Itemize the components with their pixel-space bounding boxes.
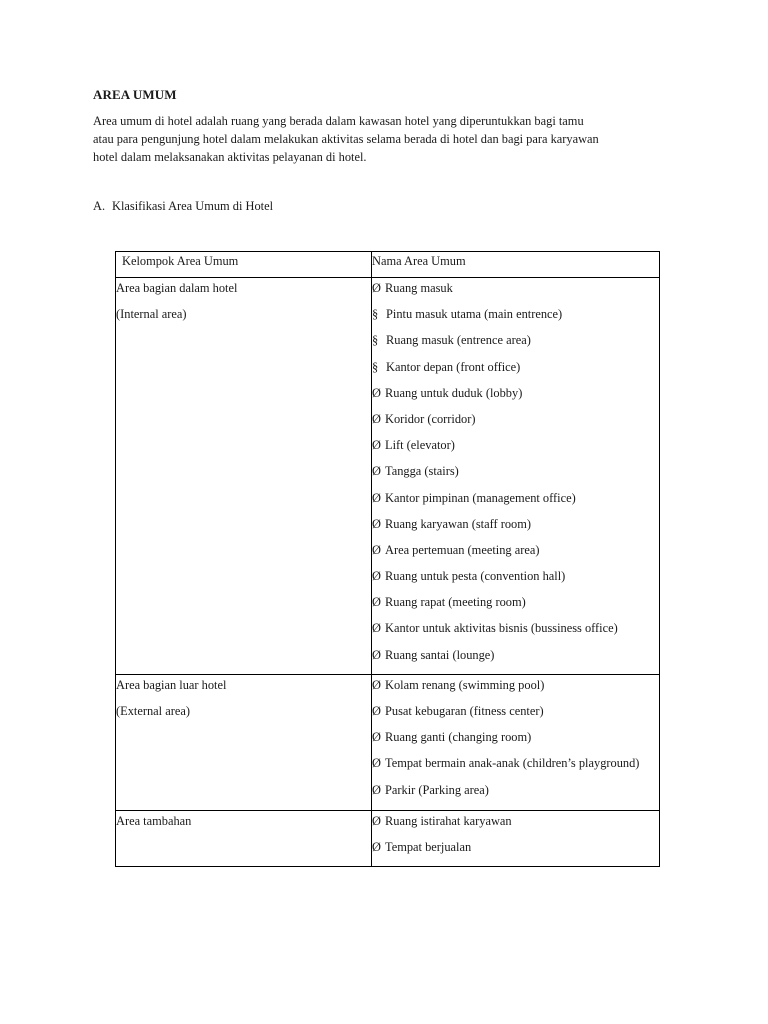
area-item-text: Koridor (corridor) xyxy=(385,411,476,426)
area-item-text: Lift (elevator) xyxy=(385,438,455,453)
group-label: Area bagian luar hotel xyxy=(116,677,227,692)
area-item xyxy=(372,281,659,307)
area-item-text: Ruang untuk duduk (lobby) xyxy=(385,385,523,400)
table-row xyxy=(116,810,660,866)
empty-set-bullet-icon: Ø xyxy=(372,281,381,295)
table-header-row xyxy=(116,252,660,278)
area-item xyxy=(372,307,659,333)
empty-set-bullet-icon: Ø xyxy=(372,730,381,745)
empty-set-bullet-icon: Ø xyxy=(372,411,381,426)
classification-table xyxy=(115,251,660,867)
document-heading: AREA UMUM xyxy=(93,87,177,102)
intro-line: hotel dalam melaksanakan aktivitas pelayanan di hotel. xyxy=(93,150,367,164)
empty-set-bullet-icon: Ø xyxy=(372,839,381,854)
empty-set-bullet-icon: Ø xyxy=(372,438,381,453)
area-item-text: Pintu masuk utama (main entrence) xyxy=(386,307,563,322)
empty-set-bullet-icon: Ø xyxy=(372,756,381,771)
area-item-text: Pusat kebugaran (fitness center) xyxy=(385,704,544,718)
items-cell xyxy=(372,810,660,866)
area-item xyxy=(372,840,659,866)
area-item-text: Ruang santai (lounge) xyxy=(385,647,495,662)
area-item xyxy=(372,464,659,490)
area-item-text: Kantor depan (front office) xyxy=(386,359,521,374)
intro-paragraph xyxy=(93,112,678,166)
group-label: (Internal area) xyxy=(116,307,187,322)
area-item xyxy=(372,386,659,412)
area-item xyxy=(372,756,659,783)
section-bullet-icon: § xyxy=(372,333,379,348)
area-item xyxy=(372,595,659,621)
items-cell xyxy=(372,674,660,810)
empty-set-bullet-icon: Ø xyxy=(372,385,381,400)
empty-set-bullet-icon: Ø xyxy=(372,542,381,557)
area-item-text: Tangga (stairs) xyxy=(385,464,459,479)
area-item xyxy=(372,360,659,386)
area-item-text: Parkir (Parking area) xyxy=(385,783,489,798)
area-item-text: Ruang untuk pesta (convention hall) xyxy=(385,569,566,584)
table-row xyxy=(116,674,660,810)
empty-set-bullet-icon: Ø xyxy=(372,464,381,479)
area-item xyxy=(372,648,659,674)
area-item xyxy=(372,412,659,438)
area-item xyxy=(372,621,659,647)
area-item-text: Ruang istirahat karyawan xyxy=(385,813,512,828)
column-header-name: Nama Area Umum xyxy=(372,252,660,278)
area-item xyxy=(372,491,659,517)
group-cell xyxy=(116,278,372,675)
empty-set-bullet-icon: Ø xyxy=(372,783,381,798)
area-item-text: Ruang ganti (changing room) xyxy=(385,730,532,745)
column-header-group: Kelompok Area Umum xyxy=(116,252,372,278)
area-item xyxy=(372,333,659,359)
empty-set-bullet-icon: Ø xyxy=(372,595,381,610)
area-item-text: Ruang masuk (entrence area) xyxy=(386,333,531,348)
area-item xyxy=(372,730,659,756)
area-item xyxy=(372,814,659,840)
area-item-text: Area pertemuan (meeting area) xyxy=(385,542,540,557)
area-item xyxy=(372,704,659,730)
section-bullet-icon: § xyxy=(372,307,379,322)
area-item-text: Tempat berjualan xyxy=(385,839,472,854)
table-row xyxy=(116,278,660,675)
area-item-text: Kolam renang (swimming pool) xyxy=(385,677,545,692)
area-item-text: Ruang masuk xyxy=(385,281,453,295)
group-cell xyxy=(116,810,372,866)
area-item xyxy=(372,517,659,543)
group-label: Area tambahan xyxy=(116,813,192,828)
section-title xyxy=(93,199,273,214)
items-cell xyxy=(372,278,660,675)
section-letter: A. xyxy=(93,199,106,213)
empty-set-bullet-icon: Ø xyxy=(372,516,381,531)
area-item-text: Ruang karyawan (staff room) xyxy=(385,516,532,531)
empty-set-bullet-icon: Ø xyxy=(372,677,381,692)
empty-set-bullet-icon: Ø xyxy=(372,813,381,828)
area-item-text: Ruang rapat (meeting room) xyxy=(385,595,526,610)
area-item xyxy=(372,783,659,809)
group-cell xyxy=(116,674,372,810)
area-item xyxy=(372,569,659,595)
area-item xyxy=(372,678,659,704)
area-item xyxy=(372,438,659,464)
group-label: (External area) xyxy=(116,704,190,718)
empty-set-bullet-icon: Ø xyxy=(372,704,381,718)
empty-set-bullet-icon: Ø xyxy=(372,647,381,662)
empty-set-bullet-icon: Ø xyxy=(372,569,381,584)
section-bullet-icon: § xyxy=(372,359,379,374)
area-item xyxy=(372,543,659,569)
empty-set-bullet-icon: Ø xyxy=(372,490,381,505)
intro-line: atau para pengunjung hotel dalam melakukan aktivitas selama berada di hotel dan bagi para karyawan xyxy=(93,132,599,146)
section-title-text: Klasifikasi Area Umum di Hotel xyxy=(112,199,274,213)
intro-line: Area umum di hotel adalah ruang yang berada dalam kawasan hotel yang diperuntukkan bagi tamu xyxy=(93,114,584,128)
area-item-text: Tempat bermain anak-anak (children’s playground) xyxy=(385,756,640,771)
empty-set-bullet-icon: Ø xyxy=(372,621,381,636)
group-label: Area bagian dalam hotel xyxy=(116,281,238,295)
area-item-text: Kantor untuk aktivitas bisnis (bussiness office) xyxy=(385,621,618,636)
area-item-text: Kantor pimpinan (management office) xyxy=(385,490,576,505)
